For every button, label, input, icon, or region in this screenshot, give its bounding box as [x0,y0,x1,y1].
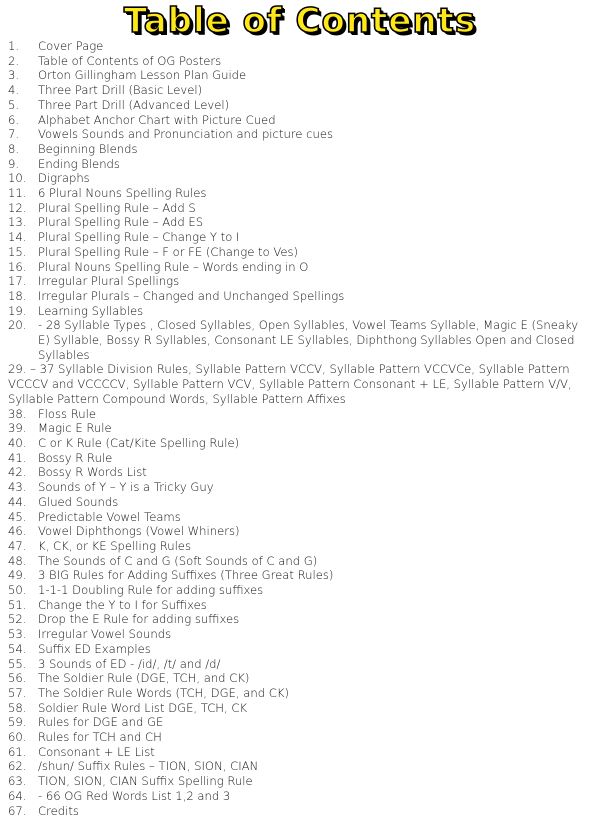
list-item [8,730,592,745]
item-title: Bossy R Words List [38,465,147,480]
item-title: Vowels Sounds and Pronunciation and picture cues [38,127,334,142]
item-title: Plural Spelling Rule – F or FE (Change to Ves) [38,244,299,259]
item-title: Vowel Diphthongs (Vowel Whiners) [38,524,240,539]
list-item [8,186,592,201]
item-title: K, CK, or KE Spelling Rules [38,538,191,553]
item-title: Plural Spelling Rule – Change Y to I [38,230,240,245]
list-item [8,789,592,804]
list-item [8,215,592,230]
item-number: 14. [8,230,27,245]
item-title: Soldier Rule Word List DGE, TCH, CK [38,700,248,715]
item-title: Beginning Blends [38,141,138,156]
item-number: 2. [8,53,20,68]
list-item [8,804,592,818]
list-item [8,436,592,451]
list-item [8,318,592,362]
list-item [8,524,592,539]
item-number: 44. [8,494,27,509]
list-item [8,304,592,319]
item-title: C or K Rule (Cat/Kite Spelling Rule) [38,435,240,450]
item-title: Plural Spelling Rule – Add ES [38,215,204,230]
item-number: 48. [8,553,27,568]
item-title: The Soldier Rule (DGE, TCH, and CK) [38,671,250,686]
item-number: 45. [8,509,27,524]
list-item [8,274,592,289]
item-number: 39. [8,421,27,436]
list-item [8,612,592,627]
list-item [8,495,592,510]
list-item [8,671,592,686]
list-item [8,568,592,583]
item-number: 20. [8,318,27,333]
list-item [8,142,592,157]
item-title: Rules for TCH and CH [38,730,162,745]
list-item [8,421,592,436]
item-title: Table of Contents of OG Posters [38,53,222,68]
list-item [8,260,592,275]
item-title: Rules for DGE and GE [38,715,164,730]
item-title: Floss Rule [38,406,96,421]
item-number: 64. [8,788,27,803]
list-item [8,510,592,525]
item-title: Syllable Division Rules, Syllable Pattern VCCV, Syllable Pattern VCCVCe, Syllable Pattern VCCCV and VCCCCV, Syllable Pattern VCV, Syllable Pattern Consonant + LE, Syllable Pattern V/V, Syllable Pattern Compound Words, Syllable Pattern Affixes [8,362,572,406]
item-title: Alphabet Anchor Chart with Picture Cued [38,112,276,127]
item-title: 3 BIG Rules for Adding Suffixes (Three Great Rules) [38,568,334,583]
list-item [8,68,592,83]
item-number: 17. [8,274,27,289]
item-number: 7. [8,127,20,142]
list-item [8,39,592,54]
item-number: 62. [8,759,27,774]
list-item [8,171,592,186]
item-number: 4. [8,83,20,98]
item-title: Irregular Plural Spellings [38,274,180,289]
item-number: 47. [8,538,27,553]
item-number: 29. – 37 [8,362,55,377]
item-number: 11. [8,186,27,201]
item-number: 52. [8,612,27,627]
item-title: Predictable Vowel Teams [38,509,181,524]
item-number: 43. [8,480,27,495]
item-number: 3. [8,68,20,83]
list-item [8,201,592,216]
item-title: Irregular Plurals – Changed and Unchanged Spellings [38,288,345,303]
item-number: 8. [8,141,20,156]
item-title: Credits [38,803,79,818]
item-title: Drop the E Rule for adding suffixes [38,612,240,627]
item-title: Plural Nouns Spelling Rule – Words ending in O [38,259,309,274]
item-number: 49. [8,568,27,583]
item-title: Magic E Rule [38,421,112,436]
list-item [8,745,592,760]
item-number: 10. [8,171,27,186]
item-number: 55. [8,656,27,671]
item-title: 6 Plural Nouns Spelling Rules [38,186,207,201]
item-number: 60. [8,730,27,745]
item-title: 1-1-1 Doubling Rule for adding suffixes [38,583,264,598]
item-number: 46. [8,524,27,539]
table-of-contents-list [8,39,592,818]
list-item [8,554,592,569]
list-item [8,774,592,789]
item-title: Sounds of Y – Y is a Tricky Guy [38,480,214,495]
list-item [8,598,592,613]
item-title: The Sounds of C and G (Soft Sounds of C and G) [38,553,318,568]
item-number: 18. [8,288,27,303]
item-number: 53. [8,627,27,642]
item-number: 12. [8,200,27,215]
item-number: 50. [8,583,27,598]
item-title: 3 Sounds of ED - /id/, /t/ and /d/ [38,656,221,671]
item-number: 40. [8,435,27,450]
item-title: Consonant + LE List [38,744,155,759]
item-title: Three Part Drill (Advanced Level) [38,97,230,112]
item-title: Bossy R Rule [38,450,113,465]
item-number: 54. [8,641,27,656]
item-title: - 66 OG Red Words List 1,2 and 3 [38,788,231,803]
item-number: 1. [8,39,20,53]
list-item [8,83,592,98]
list-item [8,157,592,172]
item-title: Suffix ED Examples [38,641,151,656]
list-item [8,465,592,480]
item-title: Change the Y to I for Suffixes [38,597,207,612]
item-title: - 28 Syllable Types , Closed Syllables, Open Syllables, Vowel Teams Syllable, Magic E (Sneaky E) Syllable, Bossy R Syllables, Consonant LE Syllables, Diphthong Syllables Open and Closed Syllables [38,318,579,362]
list-item [8,583,592,598]
item-number: 41. [8,450,27,465]
list-item [8,701,592,716]
list-item [8,759,592,774]
item-title: /shun/ Suffix Rules – TION, SION, CIAN [38,759,259,774]
item-title: Ending Blends [38,156,120,171]
item-number: 5. [8,97,20,112]
page-title: Table of Contents [123,1,477,41]
item-number: 63. [8,774,27,789]
list-item [8,54,592,69]
item-number: 58. [8,700,27,715]
item-number: 19. [8,303,27,318]
list-item [8,230,592,245]
list-item [8,113,592,128]
item-number: 56. [8,671,27,686]
item-number: 51. [8,597,27,612]
list-item [8,98,592,113]
list-item [8,127,592,142]
list-item [8,686,592,701]
item-number: 67. [8,803,27,818]
list-item [8,480,592,495]
item-number: 61. [8,744,27,759]
list-item [8,289,592,304]
list-item [8,362,592,406]
item-number: 59. [8,715,27,730]
item-number: 16. [8,259,27,274]
list-item [8,407,592,422]
item-title: Three Part Drill (Basic Level) [38,83,203,98]
item-title: Digraphs [38,171,90,186]
list-item [8,715,592,730]
item-number: 13. [8,215,27,230]
item-number: 6. [8,112,20,127]
item-number: 38. [8,406,27,421]
item-number: 15. [8,244,27,259]
item-title: Glued Sounds [38,494,119,509]
item-title: Learning Syllables [38,303,144,318]
list-item [8,642,592,657]
list-item [8,627,592,642]
item-title: Cover Page [38,39,104,53]
item-title: Irregular Vowel Sounds [38,627,172,642]
item-title: The Soldier Rule Words (TCH, DGE, and CK) [38,685,289,700]
item-title: Orton Gillingham Lesson Plan Guide [38,68,247,83]
item-title: TION, SION, CIAN Suffix Spelling Rule [38,774,253,789]
item-title: Plural Spelling Rule – Add S [38,200,196,215]
list-item [8,657,592,672]
item-number: 9. [8,156,20,171]
list-item [8,245,592,260]
list-item [8,539,592,554]
item-number: 42. [8,465,27,480]
item-number: 57. [8,685,27,700]
list-item [8,451,592,466]
